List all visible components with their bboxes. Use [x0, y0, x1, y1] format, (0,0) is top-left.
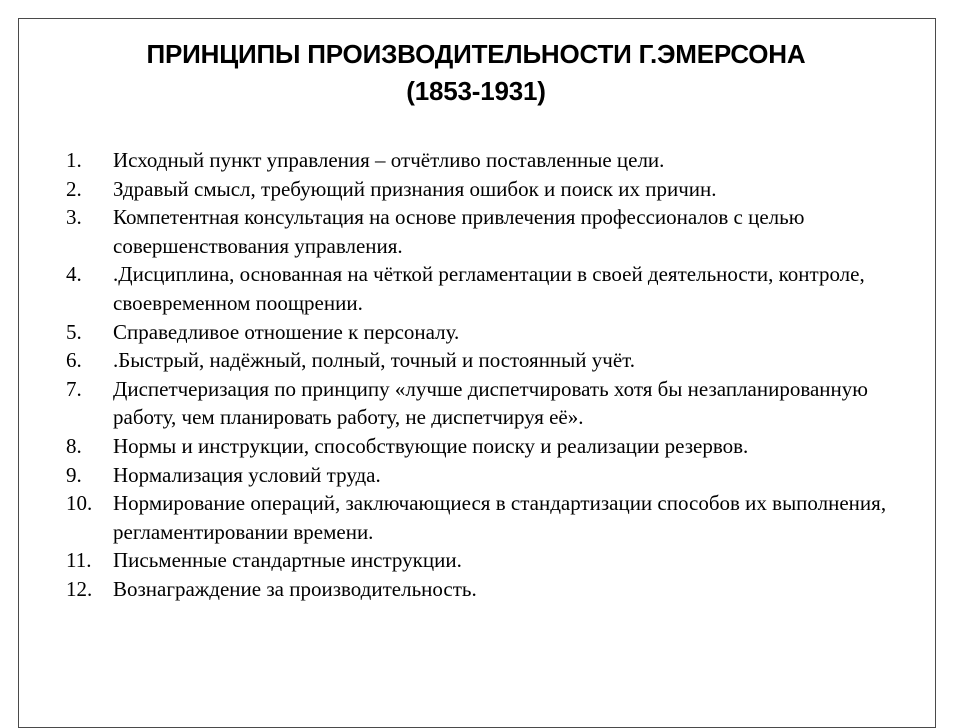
principle-number: 11. — [66, 548, 92, 573]
principle-number: 8. — [66, 433, 82, 458]
principle-number: 3. — [66, 205, 82, 230]
principle-text: Диспетчеризация по принципу «лучше диспетчировать хотя бы незапланированную работу, чем планировать работу, не диспетчируя её». — [113, 376, 868, 430]
principle-item-2 — [66, 175, 916, 204]
slide-title-line-1: ПРИНЦИПЫ ПРОИЗВОДИТЕЛЬНОСТИ Г.ЭМЕРСОНА — [146, 39, 806, 69]
principle-item-6 — [66, 346, 916, 375]
principle-item-1 — [66, 146, 916, 175]
principle-text: Исходный пункт управления – отчётливо поставленные цели. — [113, 148, 665, 172]
principle-text: Справедливое отношение к персоналу. — [113, 319, 460, 344]
principle-item-8 — [66, 432, 916, 461]
principle-text: Здравый смысл, требующий признания ошибок и поиск их причин. — [113, 176, 717, 201]
principle-number: 6. — [66, 348, 82, 373]
principle-number: 7. — [66, 376, 82, 401]
principle-item-7 — [66, 375, 916, 432]
principle-item-5 — [66, 318, 916, 347]
principle-number: 5. — [66, 319, 82, 344]
principle-text: Вознаграждение за производительность. — [113, 576, 477, 601]
principle-text: Нормирование операций, заключающиеся в стандартизации способов их выполнения, регламентировании времени. — [113, 491, 887, 544]
principle-text: Нормы и инструкции, способствующие поиску и реализации резервов. — [113, 433, 749, 458]
principle-text: .Быстрый, надёжный, полный, точный и постоянный учёт. — [113, 348, 635, 373]
principles-list — [66, 146, 916, 604]
principle-item-4 — [66, 260, 916, 317]
principle-number: 1. — [66, 148, 82, 172]
slide-title — [0, 36, 952, 110]
slide-title-line-2: (1853-1931) — [406, 76, 546, 106]
principle-item-11 — [66, 546, 916, 575]
principle-item-12 — [66, 575, 916, 604]
principle-item-3 — [66, 203, 916, 260]
principle-text: Письменные стандартные инструкции. — [113, 548, 462, 573]
principle-item-9 — [66, 461, 916, 490]
principle-number: 2. — [66, 176, 82, 201]
principle-number: 9. — [66, 462, 82, 487]
principle-number: 12. — [66, 576, 93, 601]
principle-text: Нормализация условий труда. — [113, 462, 381, 487]
principle-item-10 — [66, 489, 916, 546]
principle-text: .Дисциплина, основанная на чёткой регламентации в своей деятельности, контроле, своевременном поощрении. — [113, 262, 865, 315]
principle-number: 10. — [66, 491, 93, 516]
principle-text: Компетентная консультация на основе привлечения профессионалов с целью совершенствования управления. — [113, 205, 805, 258]
principle-number: 4. — [66, 262, 82, 287]
